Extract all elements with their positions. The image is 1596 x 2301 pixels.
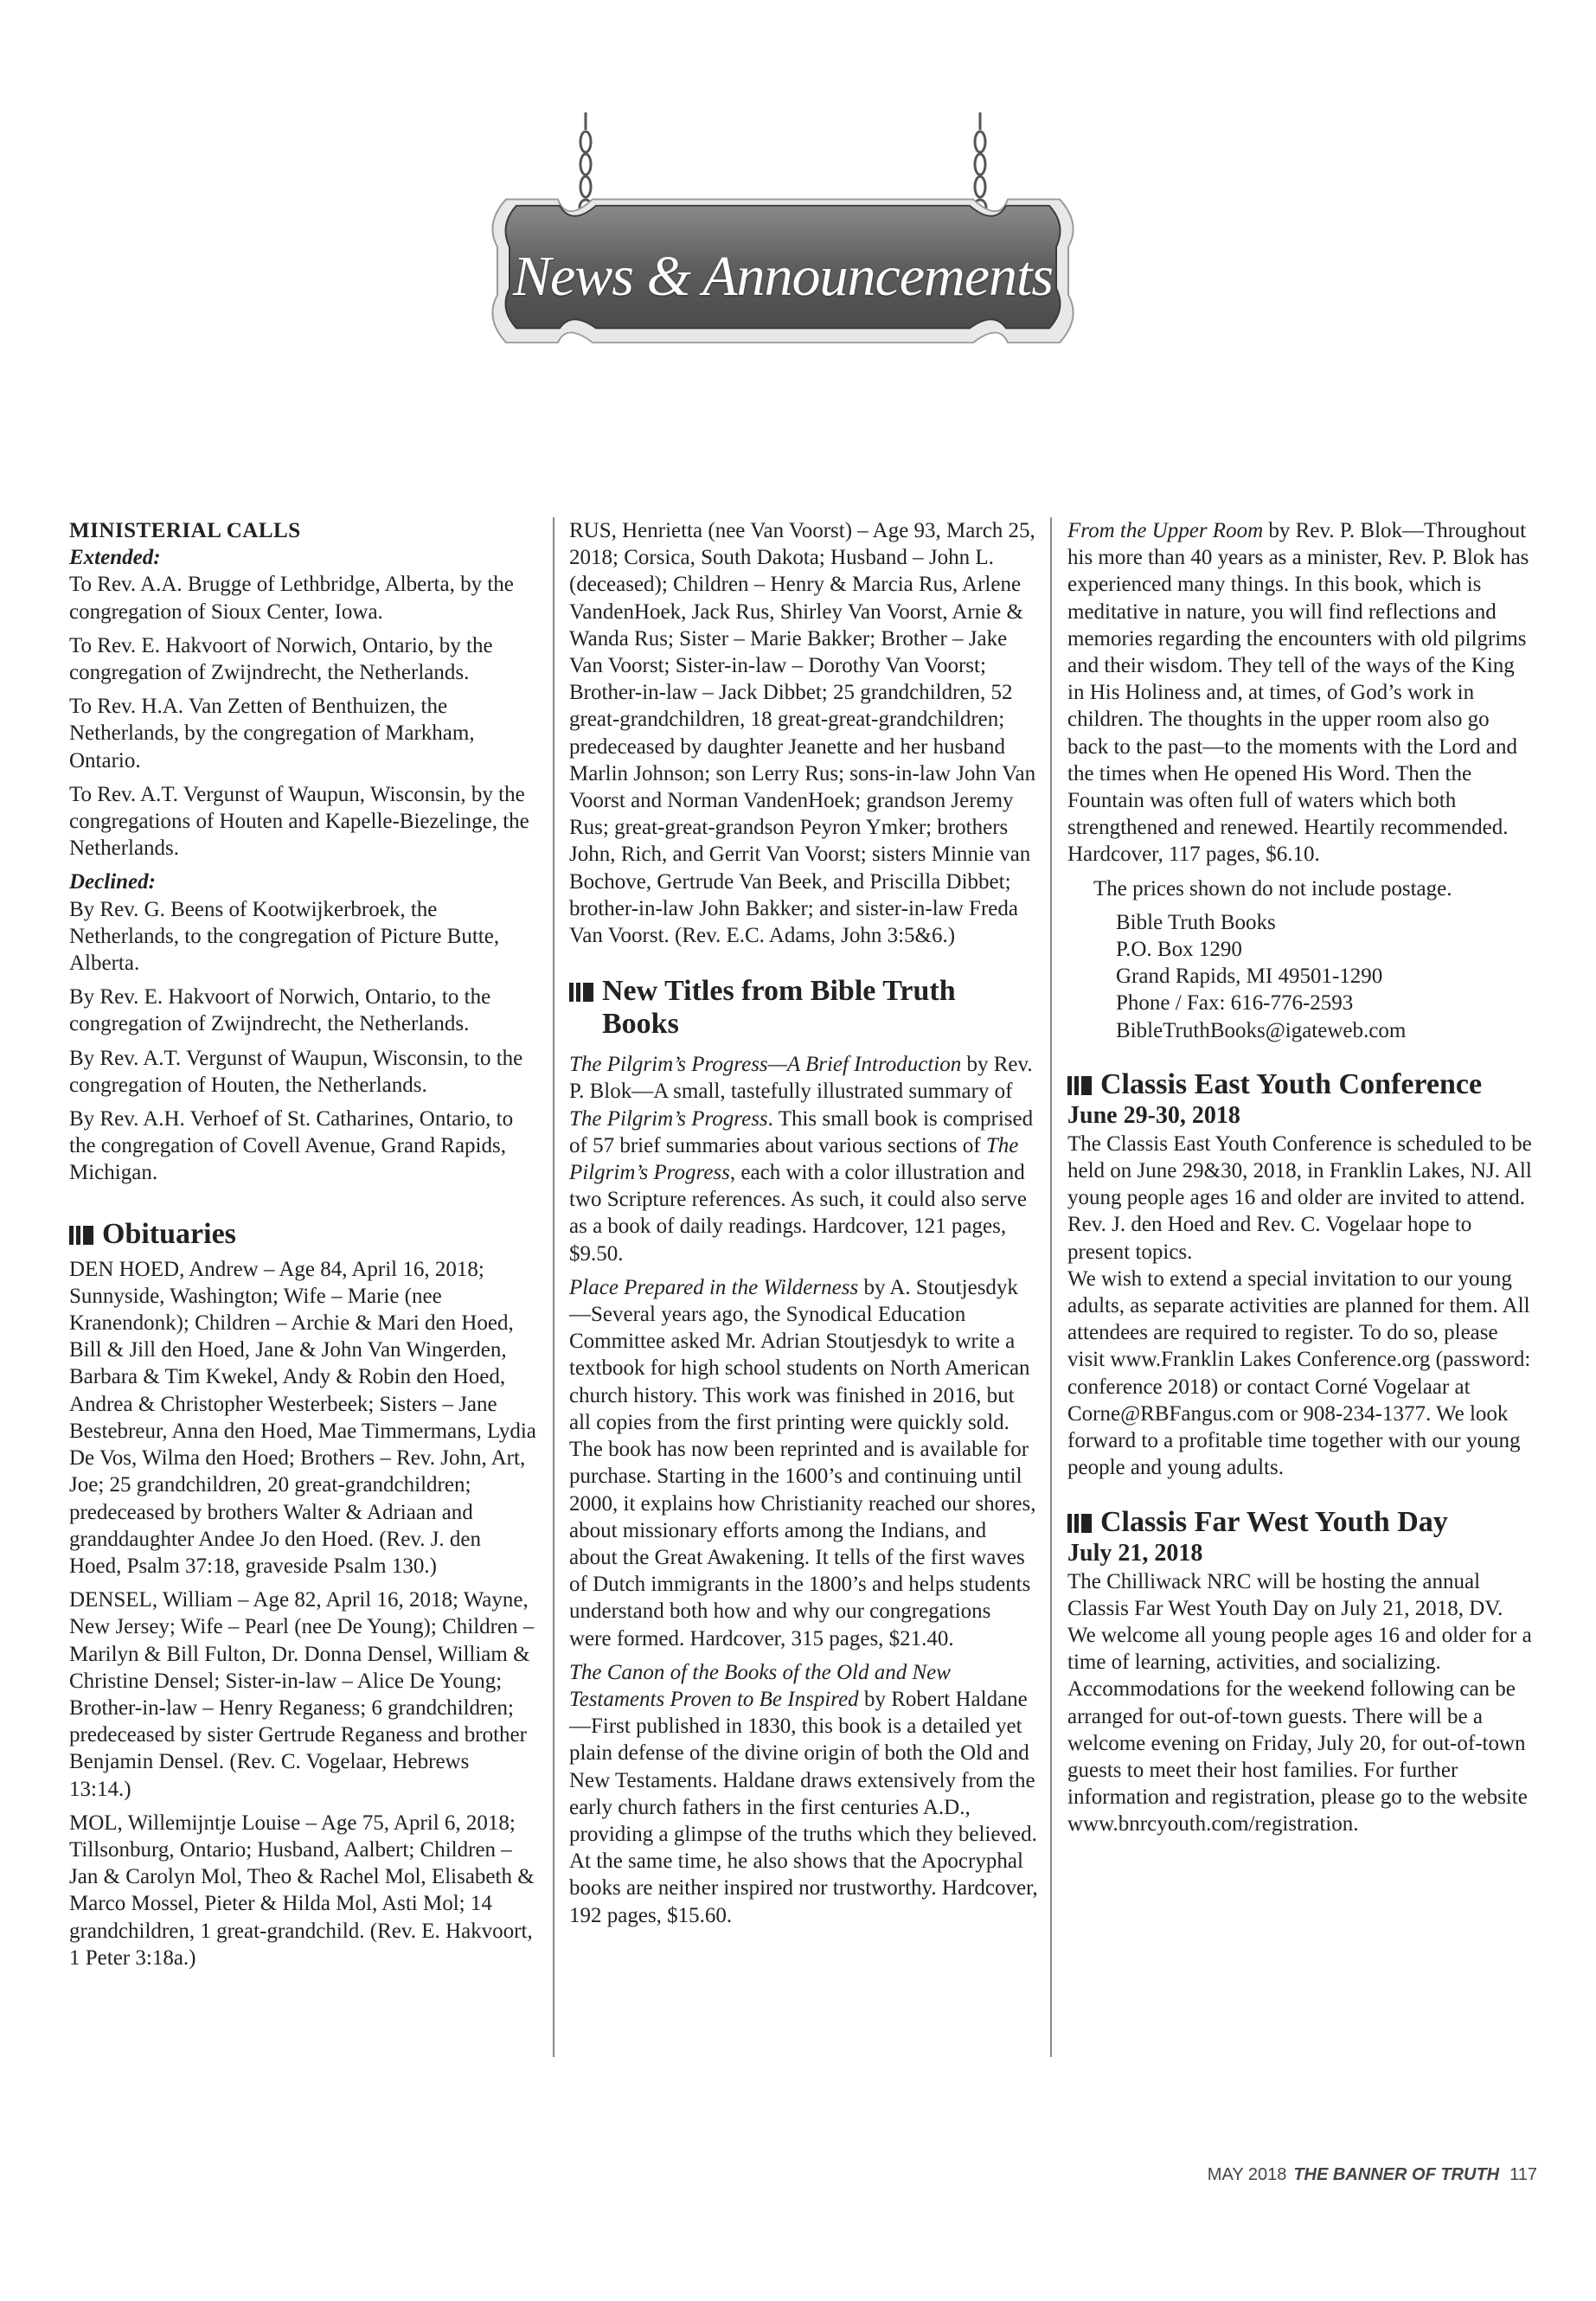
page-title: News & Announcements — [512, 245, 1054, 308]
call-item: To Rev. A.A. Brugge of Lethbridge, Alberta, by the congregation of Sioux Center, Iowa. — [69, 573, 514, 624]
book-title: From the Upper Room — [1067, 519, 1264, 542]
book-title: The Canon of the Books of the Old and New Testaments Proven to Be Inspired — [569, 1660, 951, 1711]
new-titles-heading-text: New Titles from Bible Truth Books — [602, 975, 956, 1041]
ministerial-calls-heading: MINISTERIAL CALLS — [69, 519, 301, 542]
call-item: By Rev. A.T. Vergunst of Waupun, Wisconsin, to the congregation of Houten, the Netherlands. — [69, 1046, 523, 1097]
extended-label: Extended: — [69, 546, 161, 570]
call-item: By Rev. G. Beens of Kootwijkerbroek, the Netherlands, to the congregation of Picture Butte, Alberta. — [69, 897, 500, 976]
obituary-entry: DENSEL, William – Age 82, April 16, 2018; Wayne, New Jersey; Wife – Pearl (nee De Young); Children – Marilyn & Bill Fulton, Dr. Donna Densel, William & Christine Densel; Sister-in-law – Alice De Young; Brother-in-law – Henry Reganess; 6 grandchildren; predeceased by sister Gertrude Reganess and brother Benjamin Densel. (Rev. C. Vogelaar, Hebrews 13:14.) — [69, 1588, 535, 1801]
call-item: To Rev. E. Hakvoort of Norwich, Ontario, by the congregation of Zwijndrecht, the Netherlands. — [69, 633, 493, 685]
obituary-entry: DEN HOED, Andrew – Age 84, April 16, 2018; Sunnyside, Washington; Wife – Marie (nee Kranendonk); Children – Archie & Mari den Hoed, Bill & Jill den Hoed, Jane & John Van Wingerden, Barbara & Tim Kwekel, Andy & Robin den Hoed, Andrea & Christopher Westerbeek; Sisters – Jane Bestebreur, Anna den Hoed, Mae Timmermans, Lydia De Vos, Wilma den Hoed; Brothers – Rev. John, Art, Joe; 25 grandchildren, 20 great-grandchildren; predeceased by brothers Walter & Adriaan and granddaughter Andee Jo den Hoed. (Rev. J. den Hoed, Psalm 37:18, graveside Psalm 130.) — [69, 1257, 536, 1578]
address-line: BibleTruthBooks@igateweb.com — [1116, 1018, 1407, 1042]
postage-note: The prices shown do not include postage. — [1093, 876, 1452, 901]
bar-bullet-icon — [69, 1226, 95, 1245]
footer-magazine: THE BANNER OF TRUTH — [1293, 2165, 1500, 2184]
column-divider — [1050, 517, 1052, 2057]
book-entry — [569, 1274, 1038, 1652]
column-2 — [569, 517, 1038, 1929]
book-title: The Pilgrim’s Progress—A Brief Introduction — [569, 1053, 962, 1077]
book-text: by Rev. P. Blok—A small, tastefully illustrated summary of — [569, 1053, 1033, 1104]
book-text: by A. Stoutjesdyk—Several years ago, the Synodical Education Committee asked Mr. Adrian Stoutjesdyk to write a textbook for high school students on North American church history. This work was finished in 2016, but all copies from the first printing were quickly sold. The book has now been reprinted and is available for purchase. Starting in the 1600’s and continuing until 2000, it explains how Christianity reached our shores, about missionary efforts among the Indians, and about the Great Awakening. It tells of the first waves of Dutch immigrants in the 1800’s and helps students understand both how and why our congregations were formed. Hardcover, 315 pages, $21.40. — [569, 1275, 1036, 1650]
call-item: To Rev. H.A. Van Zetten of Benthuizen, the Netherlands, by the congregation of Markham, Ontario. — [69, 695, 475, 772]
book-entry — [569, 1659, 1038, 1929]
classis-east-paragraph: The Classis East Youth Conference is scheduled to be held on June 29&30, 2018, in Franklin Lakes, NJ. All young people ages 16 and older are invited to attend. Rev. J. den Hoed and Rev. C. Vogelaar hope to present topics. — [1067, 1131, 1532, 1264]
classis-far-west-heading-text: Classis Far West Youth Day — [1100, 1505, 1448, 1538]
obituaries-heading — [69, 1218, 536, 1251]
book-title-ref: The Pilgrim’s Progress — [569, 1133, 1019, 1185]
header-sign — [471, 112, 1094, 372]
obituary-entry: MOL, Willemijntje Louise – Age 75, April 6, 2018; Tillsonburg, Ontario; Husband, Aalbert; Children – Jan & Carolyn Mol, Theo & Rachel Mol, Elisabeth & Marco Mossel, Pieter & Hilda Mol, Asti Mol; 14 grandchildren, 1 great-grandchild. (Rev. E. Hakvoort, 1 Peter 3:18a.) — [69, 1811, 535, 1970]
column-3 — [1067, 517, 1535, 1838]
classis-east-heading-text: Classis East Youth Conference — [1100, 1067, 1483, 1100]
call-item: By Rev. A.H. Verhoef of St. Catharines, Ontario, to the congregation of Covell Avenue, Grand Rapids, Michigan. — [69, 1107, 514, 1185]
address-line: Bible Truth Books — [1116, 910, 1276, 934]
classis-east-heading — [1067, 1068, 1535, 1101]
classis-east-date: June 29-30, 2018 — [1067, 1101, 1240, 1129]
address-line: Phone / Fax: 616-776-2593 — [1116, 991, 1354, 1016]
bar-bullet-icon — [569, 983, 595, 1002]
classis-far-west-date: July 21, 2018 — [1067, 1539, 1203, 1567]
obituaries-heading-text: Obituaries — [102, 1217, 236, 1250]
book-text: . This small book is comprised of 57 brief summaries about various sections of — [569, 1106, 1034, 1157]
classis-far-west-heading — [1067, 1506, 1535, 1539]
bar-bullet-icon — [1067, 1076, 1093, 1095]
classis-east-paragraph: We wish to extend a special invitation to our young adults, as separate activities are planned for them. All attendees are required to register. To do so, please visit www.Franklin Lakes Conference.org (password: conference 2018) or contact Corné Vogelaar at Corne@RBFangus.com or 908-234-1377. We look forward to a profitable time together with our young people and young adults. — [1067, 1266, 1531, 1480]
call-item: To Rev. A.T. Vergunst of Waupun, Wisconsin, by the congregations of Houten and Kapelle-Biezelinge, the Netherlands. — [69, 782, 529, 861]
bar-bullet-icon — [1067, 1514, 1093, 1533]
declined-label: Declined: — [69, 870, 156, 894]
address-line: Grand Rapids, MI 49501-1290 — [1116, 965, 1383, 989]
book-text: , each with a color illustration and two Scripture references. As such, it could also serve as a book of daily readings. Hardcover, 121 pages, $9.50. — [569, 1161, 1028, 1266]
footer-issue: MAY 2018 — [1207, 2165, 1287, 2184]
new-titles-heading — [569, 975, 1038, 1041]
address-line: P.O. Box 1290 — [1116, 938, 1242, 962]
obituary-entry: RUS, Henrietta (nee Van Voorst) – Age 93, March 25, 2018; Corsica, South Dakota; Husband – John L. (deceased); Children – Henry & Marcia Rus, Arlene VandenHoek, Jack Rus, Shirley Van Voorst, Arnie & Wanda Rus; Sister – Marie Bakker; Brother – Jake Van Voorst; Sister-in-law – Dorothy Van Voorst; Brother-in-law – Jack Dibbet; 25 grandchildren, 52 great-grandchildren, 18 great-great-grandchildren; predeceased by daughter Jeanette and her husband Marlin Johnson; son Lerry Rus; sons-in-law John Van Voorst and Norman VandenHoek; grandson Jeremy Rus; great-great-grandson Peyron Ymker; brothers John, Rich, and Gerrit Van Voorst; sisters Minnie van Bochove, Gertrude Van Beek, and Priscilla Dibbet; brother-in-law John Bakker; and sister-in-law Freda Van Voorst. (Rev. E.C. Adams, John 3:5&6.) — [569, 519, 1036, 948]
column-divider — [553, 517, 554, 2057]
publisher-address — [1116, 909, 1535, 1044]
column-1 — [69, 517, 536, 1971]
sign-graphic — [471, 112, 1094, 372]
classis-far-west-paragraph: The Chilliwack NRC will be hosting the annual Classis Far West Youth Day on July 21, 2018, DV. We welcome all young people ages 16 and older for a time of learning, activities, and socializing. Accommodations for the weekend following can be arranged for out-of-town guests. There will be a welcome evening on Friday, July 20, for out-of-town guests to meet their host families. For further information and registration, please go to the website www.bnrcyouth.com/registration. — [1067, 1569, 1532, 1836]
page-footer — [1208, 2165, 1537, 2185]
call-item: By Rev. E. Hakvoort of Norwich, Ontario, to the congregation of Zwijndrecht, the Netherlands. — [69, 985, 491, 1036]
book-text: by Robert Haldane—First published in 1830, this book is a detailed yet plain defense of the divine origin of both the Old and New Testaments. Haldane draws extensively from the early church fathers in the first centuries A.D., providing a glimpse of the truths which they believed. At the same time, he also shows that the Apocryphal books are neither inspired nor trustworthy. Hardcover, 192 pages, $15.60. — [569, 1687, 1038, 1927]
page-number: 117 — [1509, 2165, 1537, 2184]
book-title: Place Prepared in the Wilderness — [569, 1275, 859, 1299]
book-title-ref: The Pilgrim’s Progress — [569, 1106, 768, 1131]
book-text: by Rev. P. Blok—Throughout his more than 40 years as a minister, Rev. P. Blok has experienced many things. In this book, which is meditative in nature, you will find reflections and memories regarding the encounters with old pilgrims and their wisdom. They tell of the ways of the King in His Holiness and, at times, of God’s work in children. The thoughts in the upper room also go back to the past—to the moments with the Lord and the times when He opened His Word. Then the Fountain was often full of waters which both strengthened and renewed. Heartily recommended. Hardcover, 117 pages, $6.10. — [1067, 519, 1529, 867]
book-entry — [1067, 517, 1535, 868]
book-entry — [569, 1051, 1038, 1267]
